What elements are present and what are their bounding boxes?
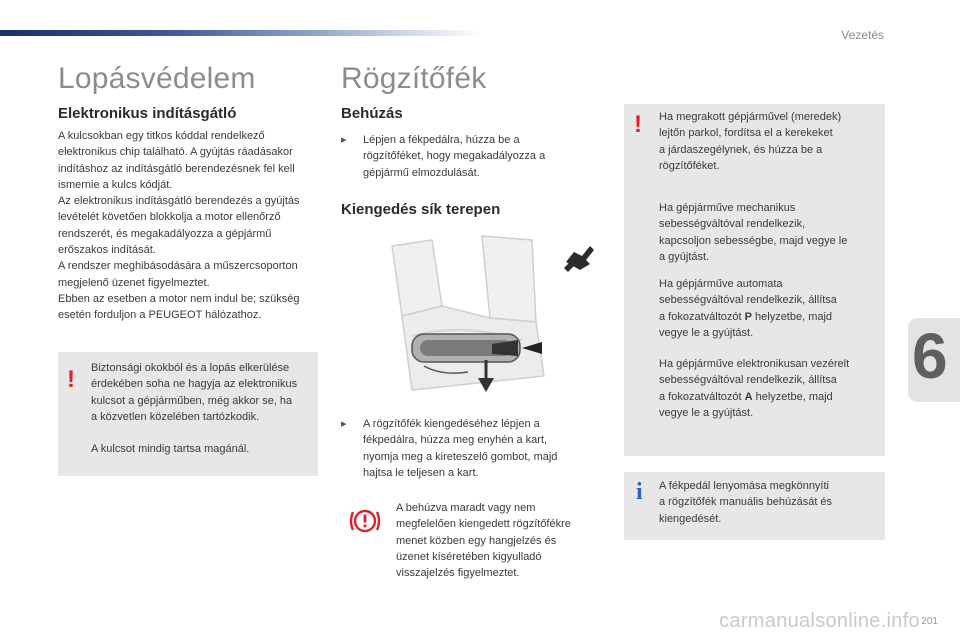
slope-parking-text — [659, 109, 881, 174]
behuzas-text — [363, 132, 593, 181]
text-line: A kulcsokban egy titkos kóddal rendelkező — [58, 130, 265, 142]
subsection-title-kiengedes: Kiengedés sík terepen — [341, 201, 501, 218]
text-line: Ha gépjárműve elektronikusan vezérelt — [659, 358, 850, 370]
text-line: üzenet kíséretében kigyulladó — [396, 550, 542, 563]
brake-info-box — [624, 472, 885, 540]
text-line: lejtőn parkol, fordítsa el a kerekeket — [659, 127, 833, 140]
text-line: Az elektronikus indításgátló berendezés a gyújtás — [58, 195, 300, 208]
bullet-marker: ▸ — [341, 134, 347, 146]
subsection-title-indításgatlo: Elektronikus indításgátló — [58, 105, 237, 122]
automatic-gearbox-text — [659, 276, 881, 341]
text-line: Ha megrakott gépjárművel (meredek) — [659, 111, 842, 123]
brake-info-text — [659, 478, 881, 527]
text-line: a gyújtást. — [659, 250, 710, 263]
text-line — [659, 309, 881, 325]
parking-brake-illustration — [372, 226, 552, 402]
chapter-number: 6 — [912, 320, 948, 392]
text-line: menet közben egy hangjelzés és — [396, 534, 557, 547]
text-line: érdekében soha ne hagyja az elektronikus — [91, 378, 298, 391]
gear-position-a: A — [744, 390, 753, 403]
text-line: Lépjen a fékpedálra, húzza be a — [363, 134, 520, 146]
text-line: ismernie a kulcs kódját. — [58, 178, 173, 191]
info-icon: i — [636, 479, 643, 505]
text-line: Biztonsági okokból és a lopás elkerülése — [91, 362, 290, 374]
page-number: 201 — [921, 616, 938, 627]
text-line: fékpedálra, húzza meg enyhén a kart, — [363, 434, 548, 447]
chapter-tab — [908, 318, 960, 402]
text-line: a rögzítőfék manuális behúzását és — [659, 496, 833, 509]
kiengedes-text — [363, 416, 603, 481]
manual-gearbox-text — [659, 200, 881, 265]
text-span: a fokozatváltozót — [659, 310, 745, 323]
text-line: erőszakos indítását. — [58, 244, 156, 257]
text-line: A rögzítőfék kiengedéséhez lépjen a — [363, 418, 540, 430]
immobiliser-paragraph — [58, 128, 328, 324]
text-line: hajtsa le teljesen a kart. — [363, 466, 479, 479]
exclamation-icon: ! — [634, 111, 642, 138]
section-title-rogzitofek: Rögzítőfék — [341, 62, 487, 95]
gear-position-p: P — [744, 310, 752, 323]
brake-alert-text — [396, 500, 626, 581]
text-span: helyzetbe, majd — [752, 390, 833, 403]
text-line: Ebben az esetben a motor nem indul be; szükség — [58, 292, 300, 305]
text-line — [659, 389, 881, 405]
key-warning-extra: A kulcsot mindig tartsa magánál. — [91, 443, 250, 455]
brake-warning-icon — [348, 506, 382, 536]
text-span: a fokozatváltozót — [659, 390, 745, 403]
text-line: rendszerét, és megakadályozza a gépjármű — [58, 227, 272, 240]
text-line: sebességváltóval rendelkezik, — [659, 218, 806, 231]
text-line: nyomja meg a kireteszelő gombot, majd — [363, 450, 558, 463]
text-line: Ha gépjárműve mechanikus — [659, 202, 796, 214]
subsection-title-behuzas: Behúzás — [341, 105, 403, 122]
text-span: helyzetbe, majd — [751, 310, 833, 323]
text-line: esetén forduljon a PEUGEOT hálózathoz. — [58, 309, 262, 322]
parking-warning-box — [624, 104, 885, 456]
text-line: a közvetlen közelében tartózkodik. — [91, 410, 260, 423]
text-line: levételét követően blokkolja a motor ellenőrző — [58, 211, 281, 224]
text-line: kiengedését. — [659, 512, 722, 525]
text-line: vegye le a gyújtást. — [659, 406, 754, 419]
text-line: A fékpedál lenyomása megkönnyíti — [659, 480, 829, 492]
text-line: rögzítőféket, hogy megakadályozza a — [363, 150, 546, 163]
text-line: megjelenő üzenet figyelmeztet. — [58, 276, 210, 289]
header-gradient-bar — [0, 30, 480, 36]
text-line: elektronikus chip található. A gyújtás ráadásakor — [58, 146, 293, 159]
text-line: rögzítőféket. — [659, 159, 720, 172]
key-warning-text — [91, 360, 315, 425]
text-line: megfelelően kiengedett rögzítőfékre — [396, 518, 571, 531]
text-line: visszajelzés figyelmeztet. — [396, 567, 520, 580]
text-line: A behúzva maradt vagy nem — [396, 502, 536, 514]
text-line: vegye le a gyújtást. — [659, 326, 754, 339]
hand-lever-icon — [560, 238, 598, 274]
electronic-gearbox-text — [659, 356, 881, 421]
chapter-title: Vezetés — [841, 28, 884, 42]
bullet-marker: ▸ — [341, 418, 347, 430]
text-line: gépjármű elmozdulását. — [363, 166, 480, 179]
text-line: sebességváltóval rendelkezik, állítsa — [659, 294, 837, 307]
text-line: kulcsot a gépjárműben, még akkor se, ha — [91, 394, 293, 407]
text-line: Ha gépjárműve automata — [659, 278, 783, 290]
text-line: kapcsoljon sebességbe, majd vegye le — [659, 234, 848, 247]
text-line: a járdaszegélynek, és húzza be a — [659, 143, 823, 156]
section-title-lopasvedelem: Lopásvédelem — [58, 62, 256, 95]
watermark: carmanualsonline.info — [719, 610, 920, 632]
text-line: sebességváltóval rendelkezik, állítsa — [659, 374, 837, 387]
text-line: indításhoz az indításgátló berendezésnek fel kell — [58, 162, 295, 175]
exclamation-icon: ! — [67, 366, 75, 393]
key-warning-box — [58, 352, 318, 476]
text-line: A rendszer meghibásodására a műszercsoporton — [58, 260, 298, 273]
